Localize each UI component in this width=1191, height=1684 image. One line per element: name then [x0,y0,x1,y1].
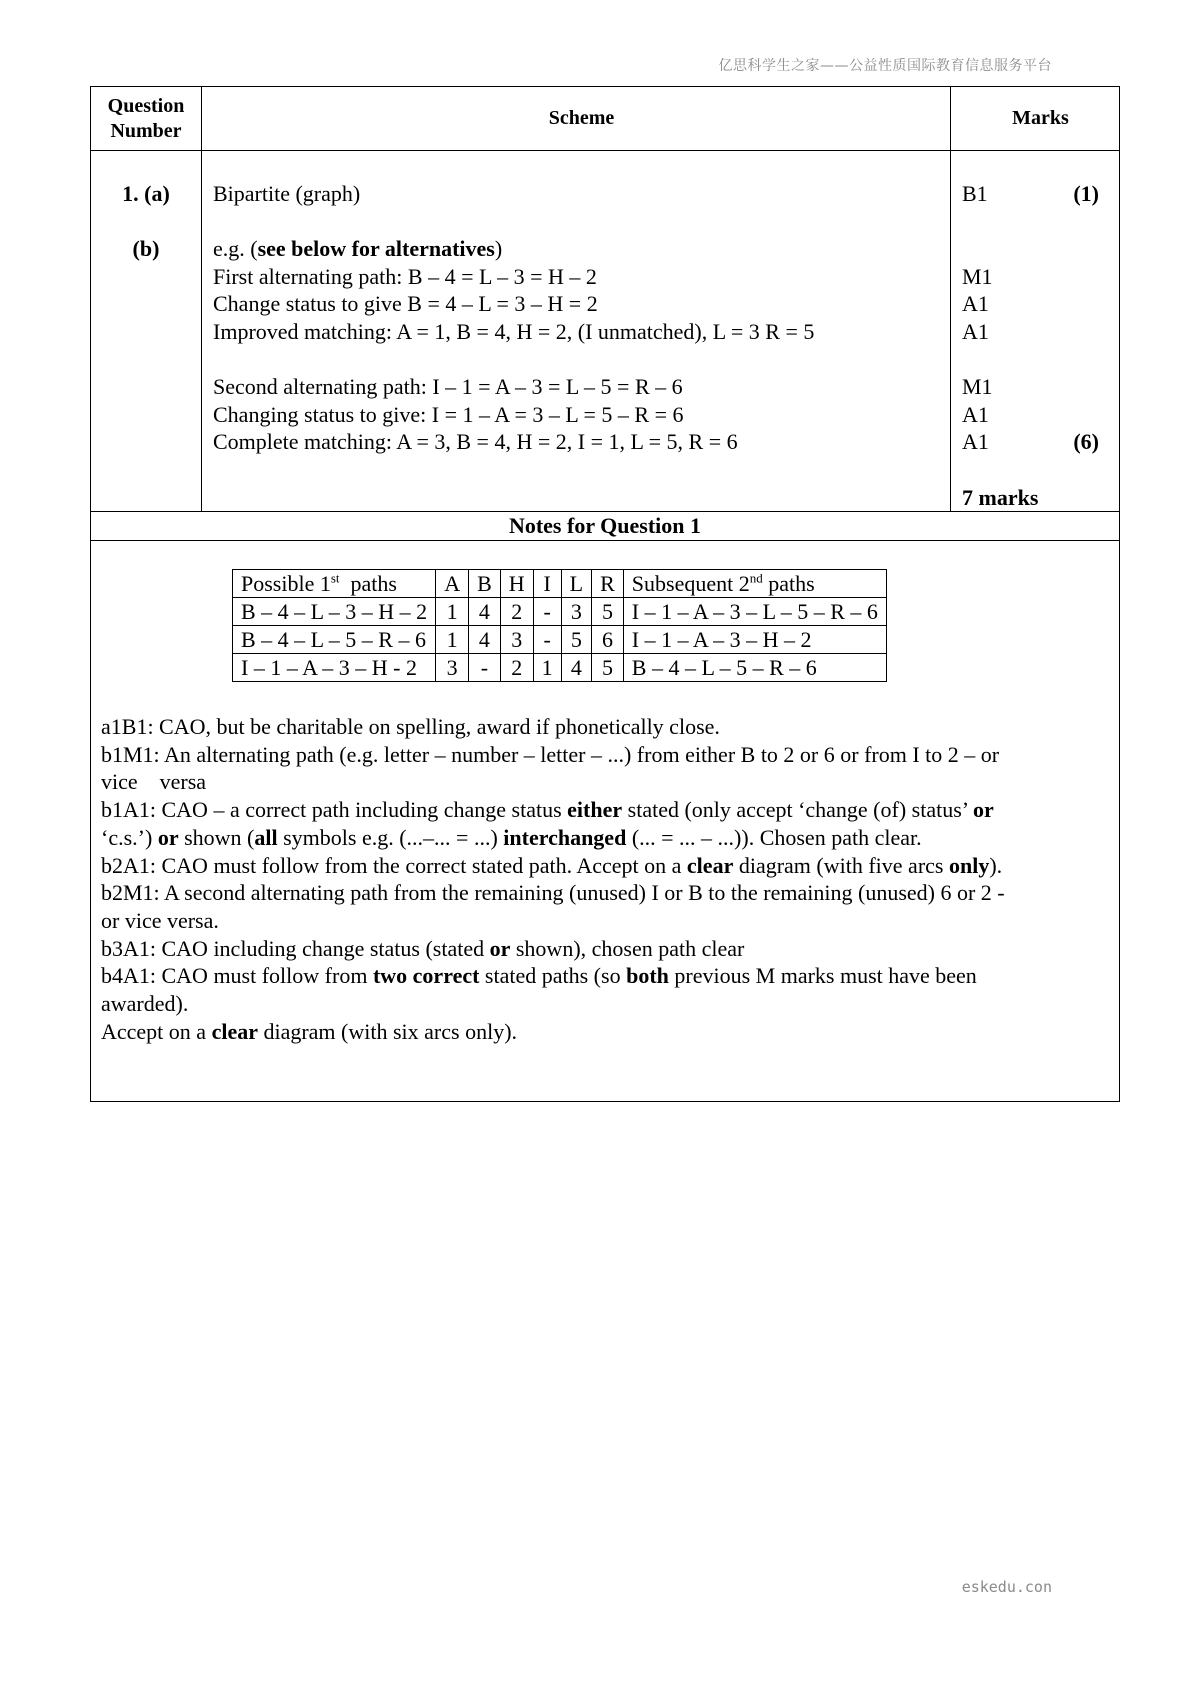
table-cell: 3 [561,598,591,626]
notes-text [101,713,1111,1045]
mark-a1-second [962,318,1119,346]
note-b1m1-cont: vice versa [101,769,207,795]
mark-a1-text: A1 [962,291,989,317]
col-b: B [469,570,501,598]
part-b-label: (b) [132,236,160,262]
total-marks-text: 7 marks [962,484,1039,510]
mark-a [962,180,1119,208]
table-cell: 2 [500,654,533,682]
mark-a4-text: A1 [962,429,989,455]
header-number: Number [110,119,182,142]
second-status: Changing status to give: I = 1 – A = 3 – L = 5 – R = 6 [213,401,684,427]
table-cell: 5 [592,654,624,682]
second-path-cell: B – 4 – L – 5 – R – 6 [623,654,886,682]
note-b1m1: b1M1: An alternating path (e.g. letter – number – letter – ...) from either B to 2 or 6 or from I to 2 – or [101,741,1000,767]
intro-bold: see below for alternatives [257,236,495,262]
mark-a1-fourth [962,428,1119,456]
mark-m1 [962,263,1119,291]
second-path: Second alternating path: I – 1 = A – 3 = L – 5 = R – 6 [213,374,683,400]
marks-header: Marks [1012,107,1069,129]
first-path-cell: B – 4 – L – 3 – H – 2 [233,598,436,626]
question-number-header [91,87,202,150]
second-path-cell: I – 1 – A – 3 – H – 2 [623,626,886,654]
mark-a2-text: A1 [962,318,989,344]
table-cell: 5 [561,626,591,654]
marks-cell [951,151,1119,511]
table-cell: 2 [500,598,533,626]
part-b-intro [213,235,950,263]
table-row [233,654,887,682]
col-a: A [436,570,469,598]
col-r: R [592,570,624,598]
note-b1a1-cont: ‘c.s.’) or shown (all symbols e.g. (...–... = ...) interchanged (... = ... – ...)). Chosen path clear. [101,824,922,850]
table-cell: - [533,626,561,654]
mark-a-total: (1) [1073,181,1099,206]
table-cell: 6 [592,626,624,654]
mark-m1-second [962,373,1119,401]
table-cell: 3 [500,626,533,654]
scheme-header: Scheme [202,87,951,150]
table-cell: 4 [469,626,501,654]
table-row [233,626,887,654]
notes-body [91,541,1119,1101]
table-cell: - [469,654,501,682]
col-i: I [533,570,561,598]
mark-a1-third [962,401,1119,429]
header-question: Question [107,94,185,117]
first-path-cell: I – 1 – A – 3 – H - 2 [233,654,436,682]
note-accept: Accept on a clear diagram (with six arcs only). [101,1018,518,1044]
watermark-bottom: eskedu.con [961,1578,1052,1596]
watermark-top: 亿思科学生之家——公益性质国际教育信息服务平台 [718,58,1052,74]
table-cell: 4 [561,654,591,682]
improved-matching: Improved matching: A = 1, B = 4, H = 2, (I unmatched), L = 3 R = 5 [213,318,815,344]
scheme-cell [202,151,951,511]
mark-scheme-table [90,86,1120,1102]
intro-suffix: ) [494,236,503,262]
col-l: L [561,570,591,598]
table-cell: 1 [533,654,561,682]
mark-m1-text: M1 [962,263,993,289]
note-b2m1-cont: or vice versa. [101,907,219,933]
first-status: Change status to give B = 4 – L = 3 – H = 2 [213,291,598,317]
mark-a1-first [962,290,1119,318]
total-marks [962,484,1119,512]
table-cell: 3 [436,654,469,682]
notes-title: Notes for Question 1 [91,512,1119,541]
question-number-cell [91,151,202,511]
first-path: First alternating path: B – 4 = L – 3 = H – 2 [213,263,597,289]
note-b1a1: b1A1: CAO – a correct path including change status either stated (only accept ‘change (of) status’ or [101,797,994,823]
col-h: H [500,570,533,598]
note-b4a1: b4A1: CAO must follow from two correct stated paths (so both previous M marks must have been [101,963,977,989]
second-path-cell: I – 1 – A – 3 – L – 5 – R – 6 [623,598,886,626]
header-row [91,87,1119,151]
table-cell: 4 [469,598,501,626]
mark-b-total: (6) [1073,429,1099,455]
table-row [233,598,887,626]
alternatives-table [232,569,887,682]
note-b2m1: b2M1: A second alternating path from the remaining (unused) I or B to the remaining (unused) 6 or 2 - [101,880,1005,906]
table-cell: - [533,598,561,626]
table-cell: 5 [592,598,624,626]
header-first-paths: Possible 1st paths [233,570,436,598]
table-cell: 1 [436,598,469,626]
note-b2a1: b2A1: CAO must follow from the correct stated path. Accept on a clear diagram (with five arcs only). [101,852,1003,878]
complete-matching: Complete matching: A = 3, B = 4, H = 2, I = 1, L = 5, R = 6 [213,429,738,455]
note-b4a1-cont: awarded). [101,991,189,1017]
note-b3a1: b3A1: CAO including change status (stated or shown), chosen path clear [101,935,745,961]
part-a-answer: Bipartite (graph) [213,181,361,206]
mark-b1: B1 [962,181,988,206]
mark-m2-text: M1 [962,374,993,400]
first-path-cell: B – 4 – L – 5 – R – 6 [233,626,436,654]
question-1-row [91,151,1119,512]
table-cell: 1 [436,626,469,654]
header-second-paths: Subsequent 2nd paths [623,570,886,598]
mark-a3-text: A1 [962,401,989,427]
part-a-label: 1. (a) [122,181,170,206]
intro-prefix: e.g. ( [213,236,258,262]
note-a1b1: a1B1: CAO, but be charitable on spelling, award if phonetically close. [101,714,720,739]
alternatives-header-row [233,570,887,598]
